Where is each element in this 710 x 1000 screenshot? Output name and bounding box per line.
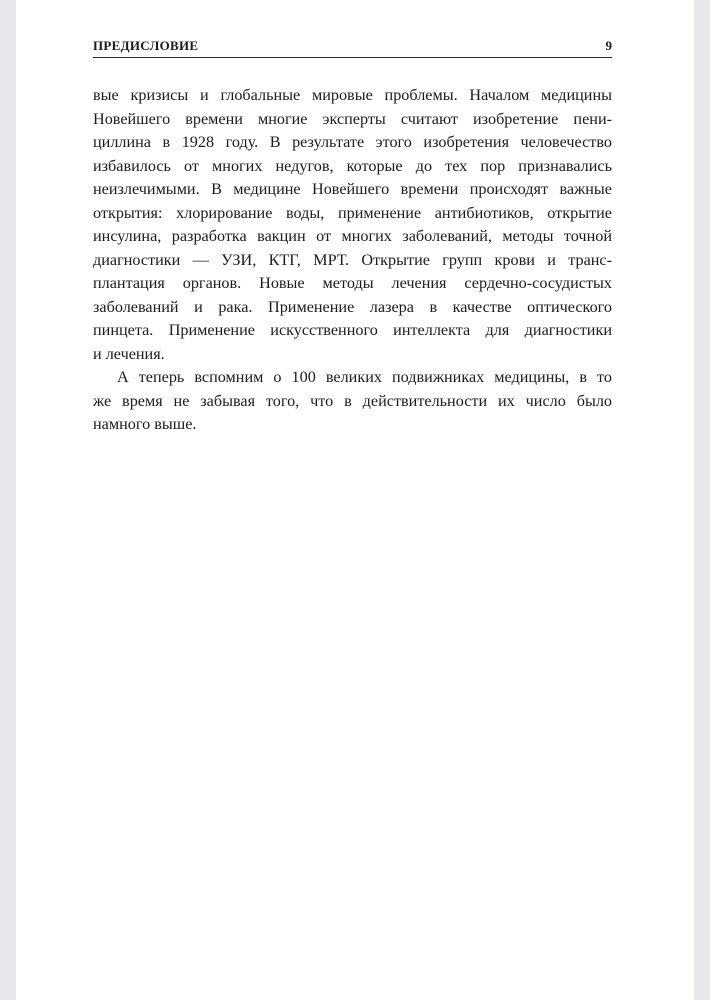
text-line: Новейшего времени многие эксперты считают изобретение пени- xyxy=(93,109,612,128)
text-line: вые кризисы и глобальные мировые проблемы. Началом медицины xyxy=(93,86,612,104)
body-text xyxy=(93,84,612,437)
text-line: циллина в 1928 году. В результате этого изобретения человечество xyxy=(93,133,612,151)
text-line: плантация органов. Новые методы лечения сердечно-сосудистых xyxy=(93,274,612,292)
section-title: ПРЕДИСЛОВИЕ xyxy=(93,38,199,53)
text-line: же время не забывая того, что в действительности их число было xyxy=(93,391,612,410)
text-line: неизлечимыми. В медицине Новейшего времени происходят важные xyxy=(93,180,612,198)
page-number: 9 xyxy=(605,38,612,53)
running-head xyxy=(93,36,612,56)
text-line: пинцета. Применение искусственного интеллекта для диагностики xyxy=(93,321,612,339)
text-line: избавилось от многих недугов, которые до тех пор признавались xyxy=(93,156,612,175)
text-line: открытия: хлорирование воды, применение антибиотиков, открытие xyxy=(93,203,612,222)
paragraph-2 xyxy=(93,366,612,437)
text-line: диагностики — УЗИ, КТГ, МРТ. Открытие групп крови и транс- xyxy=(93,250,612,269)
page-frame-right xyxy=(694,0,710,1000)
text-line: А теперь вспомним о 100 великих подвижниках медицины, в то xyxy=(117,368,612,386)
text-line: намного выше. xyxy=(93,415,197,433)
header-rule xyxy=(93,57,612,58)
paragraph-1 xyxy=(93,84,612,366)
text-line: заболеваний и рака. Применение лазера в качестве оптического xyxy=(93,297,612,316)
page-frame-left xyxy=(0,0,16,1000)
text-line: инсулина, разработка вакцин от многих заболеваний, методы точной xyxy=(93,227,612,245)
text-line: и лечения. xyxy=(93,344,165,363)
